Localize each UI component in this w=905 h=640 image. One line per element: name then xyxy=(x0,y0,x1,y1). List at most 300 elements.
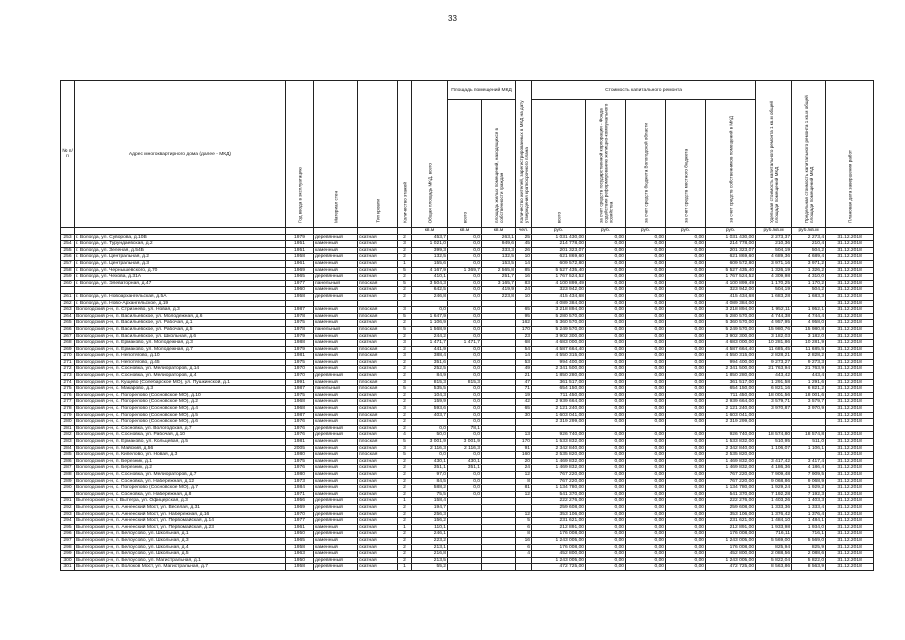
cell-c3: 0,00 xyxy=(666,373,706,380)
header-cost-total: всего xyxy=(532,100,586,228)
cell-c3: 0,00 xyxy=(666,439,706,446)
cell-fl: 2 xyxy=(398,419,412,426)
cell-fl: 2 xyxy=(398,346,412,353)
table-row xyxy=(61,287,874,294)
cell-res xyxy=(482,373,516,380)
cell-uc: 1 683,28 xyxy=(756,293,792,300)
cell-n: 278 xyxy=(61,406,75,413)
cell-ap: 351,1 xyxy=(448,465,482,472)
cell-c3: 0,00 xyxy=(666,346,706,353)
cell-fl: 3 xyxy=(398,379,412,386)
cell-addr: Вологодский р-н, п. Стризнево, ул. Новая, д.3 xyxy=(75,307,286,314)
cell-c2: 0,00 xyxy=(626,544,666,551)
cell-roof: плоская xyxy=(358,379,398,386)
cell-mx xyxy=(792,419,826,426)
cell-year: 1969 xyxy=(286,267,314,274)
cell-mx xyxy=(792,452,826,459)
cell-fl: 2 xyxy=(398,491,412,498)
cell-addr: Вологодский р-н, п. Березник, д.1 xyxy=(75,458,286,465)
cell-c3: 0,00 xyxy=(666,498,706,505)
cell-c2: 0,00 xyxy=(626,439,666,446)
cell-roof: скатная xyxy=(358,544,398,551)
cell-uc: 3 579,71 xyxy=(756,399,792,406)
cell-c4: 1 469 832,00 xyxy=(706,465,756,472)
cell-area: 216,8 xyxy=(412,551,448,558)
cell-ap xyxy=(448,551,482,558)
cell-dt: 31.12.2018 xyxy=(826,359,874,366)
cell-ppl: 170 xyxy=(516,326,532,333)
cell-c1: 0,00 xyxy=(586,531,626,538)
cell-addr: Вологодский р-н, п. Ермаково, ул. Кольцевая, д.5 xyxy=(75,439,286,446)
table-row xyxy=(61,518,874,525)
cell-n: 279 xyxy=(61,412,75,419)
cell-ppl: 6 xyxy=(516,544,532,551)
cell-area: 3 001,9 xyxy=(412,439,448,446)
cell-fl: 2 xyxy=(398,254,412,261)
cell-fl: 2 xyxy=(398,458,412,465)
cell-c1: 0,00 xyxy=(586,564,626,571)
cell-roof: плоская xyxy=(358,280,398,287)
cell-addr: Вологодский р-н, п. Васильевское, ул. Рабочая, д.5 xyxy=(75,326,286,333)
cell-ppl: 8 xyxy=(516,478,532,485)
cell-c3: 0,00 xyxy=(666,247,706,254)
cell-roof: скатная xyxy=(358,504,398,511)
cell-year: 1958 xyxy=(286,293,314,300)
cell-n: 286 xyxy=(61,458,75,465)
cell-uc: 4 957,95 xyxy=(756,320,792,327)
cell-c2: 0,00 xyxy=(626,260,666,267)
cell-roof: скатная xyxy=(358,399,398,406)
table-row xyxy=(61,267,874,274)
cell-c2: 0,00 xyxy=(626,524,666,531)
cell-res: 333,3 xyxy=(482,247,516,254)
cell-cost: 214 778,00 xyxy=(532,241,586,248)
cell-dt: 31.12.2018 xyxy=(826,511,874,518)
cell-area: 593,6 xyxy=(412,406,448,413)
cell-ppl: 14 xyxy=(516,260,532,267)
cell-c2: 0,00 xyxy=(626,320,666,327)
cell-year: 1988 xyxy=(286,340,314,347)
cell-dt: 31.12.2018 xyxy=(826,478,874,485)
cell-uc: 1 484,10 xyxy=(756,518,792,525)
cell-res xyxy=(482,353,516,360)
cell-ppl: 162 xyxy=(516,320,532,327)
cell-roof: скатная xyxy=(358,287,398,294)
cell-c4: 4 100 899,49 xyxy=(706,280,756,287)
cell-c1: 0,00 xyxy=(586,366,626,373)
cell-c2: 0,00 xyxy=(626,366,666,373)
cell-cost: 609 572,80 xyxy=(532,260,586,267)
cell-ap: 0,0 xyxy=(448,307,482,314)
cell-roof: скатная xyxy=(358,274,398,281)
cell-cost: 711 450,00 xyxy=(532,392,586,399)
cell-year: 1976 xyxy=(286,425,314,432)
cell-uc: 443,42 xyxy=(756,373,792,380)
cell-fl: 2 xyxy=(398,518,412,525)
table-row xyxy=(61,399,874,406)
cell-wall: каменный xyxy=(314,524,358,531)
cell-cost: 2 319 299,00 xyxy=(532,419,586,426)
cell-wall: каменный xyxy=(314,458,358,465)
cell-res xyxy=(482,458,516,465)
cell-ap: 0,0 xyxy=(448,346,482,353)
cell-fl: 2 xyxy=(398,373,412,380)
cell-c1: 0,00 xyxy=(586,307,626,314)
cell-roof: плоская xyxy=(358,307,398,314)
cell-year: 1956 xyxy=(286,498,314,505)
cell-ppl: 10 xyxy=(516,293,532,300)
cell-c1: 0,00 xyxy=(586,511,626,518)
table-row xyxy=(61,320,874,327)
cell-ap: 0,0 xyxy=(448,293,482,300)
cell-ppl: 81 xyxy=(516,485,532,492)
cell-dt: 31.12.2018 xyxy=(826,300,874,307)
cell-c1: 0,00 xyxy=(586,234,626,241)
cell-year: 1978 xyxy=(286,313,314,320)
cell-c4: 2 121 240,00 xyxy=(706,406,756,413)
cell-mx: 18 574,8 xyxy=(792,432,826,439)
cell-c1: 0,00 xyxy=(586,432,626,439)
table-row xyxy=(61,313,874,320)
cell-uc: 4 309,98 xyxy=(756,274,792,281)
cell-dt: 31.12.2018 xyxy=(826,406,874,413)
cell-c4: 1 134 780,00 xyxy=(706,485,756,492)
cell-c2: 0,00 xyxy=(626,406,666,413)
header-row-num: № п/п xyxy=(61,81,75,228)
cell-ap xyxy=(448,524,482,531)
cell-ap: 0,0 xyxy=(448,254,482,261)
cell-n: 299 xyxy=(61,551,75,558)
cell-c2: 0,00 xyxy=(626,287,666,294)
cell-ap: 0,0 xyxy=(448,260,482,267)
cell-dt: 31.12.2018 xyxy=(826,241,874,248)
cell-wall: деревянный xyxy=(314,531,358,538)
cell-fl: 5 xyxy=(398,452,412,459)
cell-fl: 5 xyxy=(398,280,412,287)
cell-cost: 231 621,00 xyxy=(532,518,586,525)
cell-c4: 452 800,00 xyxy=(706,551,756,558)
cell-uc: 2 828,21 xyxy=(756,353,792,360)
cell-area: 1 568,9 xyxy=(412,326,448,333)
cell-year: 1978 xyxy=(286,326,314,333)
cell-res xyxy=(482,313,516,320)
cell-roof: скатная xyxy=(358,320,398,327)
cell-year: 1980 xyxy=(286,471,314,478)
cell-ppl: 160 xyxy=(516,452,532,459)
cell-res xyxy=(482,399,516,406)
cell-area: 252,5 xyxy=(412,366,448,373)
header-area-residential: площадь жилых помещений, находящихся в собственности граждан xyxy=(482,100,516,228)
table-row xyxy=(61,564,874,571)
cell-c1: 0,00 xyxy=(586,359,626,366)
cell-c2: 0,00 xyxy=(626,504,666,511)
cell-area: 155,6 xyxy=(412,260,448,267)
cell-roof: скатная xyxy=(358,392,398,399)
cell-wall: каменный xyxy=(314,452,358,459)
cell-uc xyxy=(756,452,792,459)
cell-addr: г. Вологда, ул. Турундаевская, д.2 xyxy=(75,241,286,248)
cell-c4: 654 150,00 xyxy=(706,386,756,393)
cell-area: 388,4 xyxy=(412,353,448,360)
cell-wall: каменный xyxy=(314,471,358,478)
cell-fl: 2 xyxy=(398,557,412,564)
cell-c1: 0,00 xyxy=(586,498,626,505)
table-row xyxy=(61,465,874,472)
cell-area: 351,6 xyxy=(412,359,448,366)
cell-res xyxy=(482,485,516,492)
cell-c2: 0,00 xyxy=(626,419,666,426)
cell-res xyxy=(482,379,516,386)
cell-res xyxy=(482,419,516,426)
cell-area: 84,5 xyxy=(412,478,448,485)
cell-c3: 0,00 xyxy=(666,524,706,531)
cell-ap: 0,0 xyxy=(448,471,482,478)
cell-fl: 5 xyxy=(398,326,412,333)
table-row xyxy=(61,333,874,340)
cell-roof: скатная xyxy=(358,260,398,267)
cell-c4: 1 850 280,00 xyxy=(706,373,756,380)
header-floors: Количество этажей xyxy=(398,81,412,228)
cell-uc: 9 068,86 xyxy=(756,478,792,485)
cell-dt: 31.12.2018 xyxy=(826,254,874,261)
header-premises-group: Площадь помещений МКД xyxy=(448,81,516,100)
cell-n: 290 xyxy=(61,485,75,492)
cell-roof: скатная xyxy=(358,359,398,366)
cell-ppl: 42 xyxy=(516,399,532,406)
table-row xyxy=(61,300,874,307)
cell-c1: 0,00 xyxy=(586,287,626,294)
cell-dt: 31.12.2018 xyxy=(826,386,874,393)
cell-addr: Вытегорский р-н, п. Белоусово, ул. Магистральная, д.1 xyxy=(75,557,286,564)
cell-res xyxy=(482,445,516,452)
cell-c1: 0,00 xyxy=(586,471,626,478)
cell-ppl: 91 xyxy=(516,445,532,452)
cell-roof: скатная xyxy=(358,557,398,564)
cell-n: 292 xyxy=(61,504,75,511)
cell-ap: 0,0 xyxy=(448,386,482,393)
cell-fl: 2 xyxy=(398,234,412,241)
cell-cost: 176 008,00 xyxy=(532,531,586,538)
cell-res xyxy=(482,498,516,505)
cell-c4: 323 942,00 xyxy=(706,287,756,294)
cell-wall: каменный xyxy=(314,287,358,294)
cell-roof: скатная xyxy=(358,267,398,274)
cell-dt: 31.12.2018 xyxy=(826,313,874,320)
cell-mx: 1 934,0 xyxy=(792,524,826,531)
cell-dt: 31.12.2018 xyxy=(826,557,874,564)
cell-mx: 21 763,9 xyxy=(792,366,826,373)
cell-c2: 0,00 xyxy=(626,313,666,320)
cell-wall: каменный xyxy=(314,439,358,446)
cell-c2: 0,00 xyxy=(626,564,666,571)
header-specific-cost: Удельная стоимость капитального ремонта 1 кв.м общей площади помещений МКД xyxy=(756,81,792,228)
cell-wall: каменный xyxy=(314,392,358,399)
cell-ppl: 45 xyxy=(516,241,532,248)
cell-c4: 231 621,00 xyxy=(706,518,756,525)
cell-mx: 7 909,5 xyxy=(792,471,826,478)
header-cost-owners: за счет средств собственников помещений в МКД xyxy=(706,100,756,228)
cell-res xyxy=(482,478,516,485)
cell-c1: 0,00 xyxy=(586,478,626,485)
cell-wall: каменный xyxy=(314,260,358,267)
cell-res xyxy=(482,340,516,347)
cell-ppl: 12 xyxy=(516,471,532,478)
cell-addr: Вологодский р-н, п. Васильевское, ул. Рабочая, д.1 xyxy=(75,320,286,327)
cell-wall: деревянный xyxy=(314,432,358,439)
cell-roof: скатная xyxy=(358,564,398,571)
header-total-area: Общая площадь МКД, всего xyxy=(412,81,448,228)
cell-wall: каменный xyxy=(314,241,358,248)
cell-c3: 0,00 xyxy=(666,445,706,452)
cell-fl: 3 xyxy=(398,307,412,314)
cell-dt: 31.12.2018 xyxy=(826,471,874,478)
cell-uc: 5 569,00 xyxy=(756,537,792,544)
cell-c2 xyxy=(626,425,666,432)
cell-year: 1965 xyxy=(286,274,314,281)
cell-mx: 2 273,4 xyxy=(792,234,826,241)
cell-roof: скатная xyxy=(358,537,398,544)
cell-dt: 31.12.2018 xyxy=(826,465,874,472)
cell-uc: 1 933,98 xyxy=(756,524,792,531)
cell-cost: 541 370,00 xyxy=(532,491,586,498)
cell-year: 1975 xyxy=(286,359,314,366)
cell-c3: 0,00 xyxy=(666,544,706,551)
cell-fl: 1 xyxy=(398,260,412,267)
cell-uc xyxy=(756,412,792,419)
header-area-total: всего xyxy=(448,100,482,228)
cell-c2: 0,00 xyxy=(626,531,666,538)
cell-n: 253 xyxy=(61,234,75,241)
cell-area: 430,1 xyxy=(412,458,448,465)
cell-year: 1961 xyxy=(286,524,314,531)
cell-c1: 0,00 xyxy=(586,524,626,531)
cell-dt: 31.12.2018 xyxy=(826,274,874,281)
cell-wall: каменный xyxy=(314,320,358,327)
cell-mx: 1 484,1 xyxy=(792,518,826,525)
cell-res xyxy=(482,392,516,399)
cell-c1: 0,00 xyxy=(586,353,626,360)
cell-res xyxy=(482,406,516,413)
cell-fl: 2 xyxy=(398,425,412,432)
table-row xyxy=(61,544,874,551)
cell-c2: 0,00 xyxy=(626,307,666,314)
cell-mx: 504,2 xyxy=(792,247,826,254)
cell-roof: плоская xyxy=(358,313,398,320)
table-row xyxy=(61,373,874,380)
table-row xyxy=(61,254,874,261)
cell-cost: 2 342 840,00 xyxy=(532,445,586,452)
cell-area: 815,3 xyxy=(412,379,448,386)
cell-wall: каменный xyxy=(314,379,358,386)
cell-c3: 0,00 xyxy=(666,241,706,248)
cell-fl: 3 xyxy=(398,353,412,360)
cell-area: 97,0 xyxy=(412,471,448,478)
cell-uc: 3 417,42 xyxy=(756,458,792,465)
cell-dt: 31.12.2018 xyxy=(826,287,874,294)
cell-uc: 9 273,27 xyxy=(756,359,792,366)
cell-addr: Вологодский р-н, п. Кущево (Солебарское МО), ул. Пушкинской, д.1 xyxy=(75,379,286,386)
cell-n: 268 xyxy=(61,340,75,347)
cell-ppl: 24 xyxy=(516,287,532,294)
cell-roof: скатная xyxy=(358,485,398,492)
cell-cost: 1 031 430,00 xyxy=(532,234,586,241)
cell-fl: 2 xyxy=(398,465,412,472)
cell-year: 1951 xyxy=(286,247,314,254)
cell-c4: 767 220,00 xyxy=(706,471,756,478)
cell-c4: 926 740,00 xyxy=(706,432,756,439)
cell-addr: Вологодский р-н, с. Погорелово (Сосновское МО), д.4 xyxy=(75,406,286,413)
cell-c2: 0,00 xyxy=(626,551,666,558)
cell-ppl: 20 xyxy=(516,458,532,465)
cell-ap: 0,0 xyxy=(448,353,482,360)
cell-cost: 767 220,00 xyxy=(532,478,586,485)
table-row xyxy=(61,511,874,518)
cell-c1: 0,00 xyxy=(586,320,626,327)
units-row: кв.м кв.м кв.м чел. руб. руб. руб. руб. руб. руб./кв.м руб./кв.м xyxy=(61,228,874,235)
table-row xyxy=(61,293,874,300)
cell-cost: 4 089 384,00 xyxy=(532,300,586,307)
cell-ppl: 83 xyxy=(516,280,532,287)
cell-c2: 0,00 xyxy=(626,518,666,525)
cell-addr: Вологодский р-н, с. Сосновка, ул. Набережная, д.8 xyxy=(75,491,286,498)
cell-uc: 21 763,94 xyxy=(756,366,792,373)
cell-c2: 0,00 xyxy=(626,458,666,465)
cell-c1: 0,00 xyxy=(586,274,626,281)
cell-dt: 31.12.2018 xyxy=(826,353,874,360)
cell-c3: 0,00 xyxy=(666,379,706,386)
cell-roof: плоская xyxy=(358,326,398,333)
table-row xyxy=(61,234,874,241)
cell-uc: 1 106,07 xyxy=(756,445,792,452)
cell-addr: Вологодский р-н, п. Кипелово, ул. Новая, д.3 xyxy=(75,452,286,459)
cell-area: 1 106,9 xyxy=(412,320,448,327)
cell-area: 156,2 xyxy=(412,518,448,525)
cell-addr: г. Вологда, ул. Центральная, д.3 xyxy=(75,260,286,267)
cell-res: 949,6 xyxy=(482,241,516,248)
cell-cost: 2 939 664,00 xyxy=(532,399,586,406)
cell-uc: 1 333,36 xyxy=(756,504,792,511)
cell-mx: 3 970,9 xyxy=(792,406,826,413)
cell-c2: 0,00 xyxy=(626,346,666,353)
cell-c1: 0,00 xyxy=(586,518,626,525)
cell-wall: деревянный xyxy=(314,564,358,571)
cell-dt: 31.12.2018 xyxy=(826,564,874,571)
cell-uc: 1 403,26 xyxy=(756,498,792,505)
cell-mx: 1 403,3 xyxy=(792,498,826,505)
cell-ppl: 19 xyxy=(516,392,532,399)
cell-res: 419,9 xyxy=(482,287,516,294)
cell-res xyxy=(482,504,516,511)
cell-n: 269 xyxy=(61,346,75,353)
cell-c4: 3 218 894,00 xyxy=(706,307,756,314)
cell-fl: 2 xyxy=(398,412,412,419)
cell-c3: 0,00 xyxy=(666,307,706,314)
cell-n: 271 xyxy=(61,359,75,366)
cell-c1: 0,00 xyxy=(586,340,626,347)
cell-c1: 0,00 xyxy=(586,293,626,300)
cell-c4: 415 434,68 xyxy=(706,293,756,300)
cell-mx: 4 744,4 xyxy=(792,313,826,320)
cell-ppl: 13 xyxy=(516,432,532,439)
cell-res xyxy=(482,564,516,571)
cell-uc: 1 291,58 xyxy=(756,379,792,386)
cell-ppl: 23 xyxy=(516,333,532,340)
cell-c3: 0,00 xyxy=(666,465,706,472)
cell-addr: г. Вологда, ул. Новоархангельская, д.5А xyxy=(75,293,286,300)
cell-wall: каменный xyxy=(314,406,358,413)
cell-c2: 0,00 xyxy=(626,280,666,287)
cell-res xyxy=(482,359,516,366)
